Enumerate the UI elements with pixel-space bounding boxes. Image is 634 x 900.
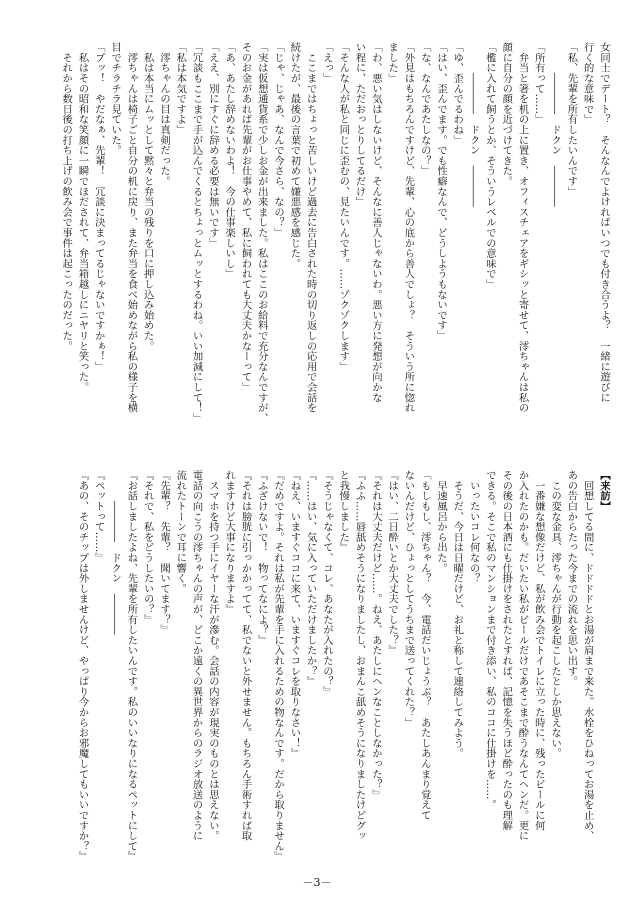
text-line: 『ふふ……唇舐めそうになりましたし、おまんこ舐めそうになりましたけどグッ xyxy=(353,470,366,841)
text-line: 澪ちゃんの目は真剣だった。 xyxy=(157,42,170,187)
text-line: 「じゃ、じゃあ、なんで今さら、なの？」 xyxy=(272,42,285,238)
text-line: ました」 xyxy=(386,42,399,84)
text-line: 女同士でデート？ そんなんでよければいつでも付き合うよ？ 一緒に遊びに xyxy=(598,42,610,403)
text-line: 早速風呂から出た。 xyxy=(435,470,448,573)
text-line: 「プッ！ やだなぁ、先輩！ 冗談に決まってるじゃないですかぁ！」 xyxy=(92,42,105,372)
text-line: 『そうじゃなくて、コレ、あなたが入れたの？』 xyxy=(320,470,333,697)
text-line: 行く的な意味で」 xyxy=(581,42,594,125)
text-line: 「な、なんであたしなの？」 xyxy=(418,42,431,176)
text-line: 澪ちゃんは椅子ごと自分の机に戻り、また弁当を食べ始めながら私の様子を横 xyxy=(125,42,138,413)
text-line: 『だめですよ。それは私が先輩を手に入れるための物なんです。だから取りません』 xyxy=(272,470,285,862)
text-line: そうだ、今日は日曜だけど、お礼と称して連絡してみよう。 xyxy=(451,470,464,759)
text-line: 『はい、二日酔いとか大丈夫でした？』 xyxy=(386,470,399,656)
section-heading: 【来訪】 xyxy=(598,470,610,512)
text-line: それから数日後の打ち上げの飲み会で事件は起こったのだった。 xyxy=(60,42,73,351)
page-number: －3－ xyxy=(302,876,332,889)
text-line: 回想してる間に、ドドドドとお湯が肩まで来た。水栓をひねってお湯を止め、 xyxy=(581,470,594,841)
text-line: ―――― ドクン ―――― xyxy=(549,42,562,207)
text-line: 『それで、私をどうしたいの？』 xyxy=(141,470,154,625)
text-line: 「外見はもちろんですけど、先輩、心の底から善人でしょ？ そういう所に惚れ xyxy=(402,42,415,413)
text-line: 『ペットって……』 xyxy=(92,470,105,563)
text-line: 弁当と箸を机の上に置き、オフィスチェアをギシッと寄せて、澪ちゃんは私の xyxy=(516,42,529,413)
text-line: 「実は仮想通貨系で少しお金が出来ました。私はここのお給料で充分なんですが、 xyxy=(255,42,268,424)
text-line: 「冗談もここまで手が込んでくるとちょっとムッとするわね。いい加減にして！」 xyxy=(190,42,203,424)
text-line: 「ええ、別にすぐに辞める必要は無いです」 xyxy=(206,42,219,248)
text-line: 「檻に入れて飼うとか、そういうレベルでの意味で」 xyxy=(483,42,496,290)
text-line: ―――― ドクン ―――― xyxy=(109,470,122,635)
text-line: 『それは膀胱に引っかかってて、私でないと外せません。もちろん手術すれば取 xyxy=(239,470,252,841)
text-line: い程に、ただおっとりしてるだけ」 xyxy=(353,42,366,207)
text-line: 私は本当にムッとして黙々と弁当の残りを口に押し込み始めた。 xyxy=(141,42,154,351)
text-line: 「ゆ、歪んでるわね」 xyxy=(451,42,464,145)
text-line: 「はい、歪んでます。でも性癖なんで、どうしようもないです」 xyxy=(435,42,448,341)
text-line: ここまではちょっと苦しいけど過去に告白された時の切り返しの応用で会話を xyxy=(304,42,317,413)
text-line: いったいコレ何なの？ xyxy=(467,470,480,584)
text-line: そのお金があれば先輩がお仕事やめて、私に飼われても大丈夫かなーって」 xyxy=(239,42,252,393)
text-line: 「あ、あたし辞めないわよ！ 今の仕事楽しいし」 xyxy=(223,42,236,279)
text-line: 電話の向こうの澪ちゃんの声が、どこか遠くの異世界からのラジオ放送のように xyxy=(190,470,203,841)
text-line: 『先輩？ 先輩？ 聞いてます？』 xyxy=(157,470,170,635)
text-line: れますけど大事になりますよ』 xyxy=(223,470,236,615)
text-line: あの告白からたった今までの流れを思い出す。 xyxy=(565,470,578,687)
text-line: 「わ、悪い気はしないけど、そんなに善人じゃないわ。悪い方に発想が向かな xyxy=(369,42,382,403)
text-line: ―――― ドクン ―――― xyxy=(467,42,480,207)
text-line: 「えっ」 xyxy=(320,42,333,84)
text-line: 目でチラチラ見ていた。 xyxy=(109,42,122,156)
text-line: か入れたのかも。だいたい私がビールだけであそこまで酔うなんてヘンだ。更に xyxy=(516,470,529,841)
text-line: ないんだけど、ひょっとしてうちまで送ってくれた？」 xyxy=(402,470,415,728)
text-line: 『お話しましたよね、先輩を所有したいんです。私のいいなりになるペットにして』 xyxy=(125,470,138,862)
text-line: スマホを持つ手にイヤーな汗が滲む。会話の内容が現実のものとは思えない。 xyxy=(206,470,219,841)
text-line: 『それは大丈夫だけど……。ねえ、あたしにヘンなことしなかった？』 xyxy=(369,470,382,800)
text-line: できる。そこで私のマンションまで付き添い、私のココに仕掛けを……。 xyxy=(483,470,496,810)
text-line: 「所有って……」 xyxy=(532,42,545,125)
text-line: 「もしもし、澪ちゃん？ 今、電話だいじょうぶ？ あたしあんまり覚えて xyxy=(418,470,431,821)
text-line: この変な金具、澪ちゃんが行動を起こしたとしか思えない。 xyxy=(549,470,562,759)
text-line: 私はその昭和な笑顔に一瞬でほだされて、弁当箱越しにニヤリと笑った。 xyxy=(76,42,89,393)
text-line: 「そんな人が私と同じに歪むの、見たいんです。……ゾクゾクします」 xyxy=(337,42,350,372)
text-line: 『……はい、気に入っていただけましたか？』 xyxy=(304,470,317,687)
text-line: 一番嫌な想像だけど、私が飲み会でトイレに立った時に、残ったビールに何 xyxy=(532,470,545,831)
text-line: 顔に自分の顔を近づけてきた。 xyxy=(500,42,513,187)
text-line: 『ふざけないで！ 物ってなによ？』 xyxy=(255,470,268,646)
text-line: 「私、先輩を所有したいんです」 xyxy=(565,42,578,197)
text-line: その後の日本酒にも仕掛けをされたとすれば、記憶を失うほど酔ったのも理解 xyxy=(500,470,513,831)
text-line: 流れたトーンで耳に響く。 xyxy=(174,470,187,594)
text-line: 続けたが、最後の言葉で初めて嫌悪感を感じた。 xyxy=(288,42,301,269)
text-line: 『ねえ、いますぐココに来て、いますぐコレを取りなさい！』 xyxy=(288,470,301,759)
lower-text-tier xyxy=(74,470,612,866)
upper-text-tier xyxy=(58,42,612,438)
text-line: 『あの、そのチップは外しませんけど、やっぱり今からお邪魔してもいいですか？』 xyxy=(76,470,89,862)
text-line: と我慢しました』 xyxy=(337,470,350,553)
text-line: 「私は本気ですよ」 xyxy=(174,42,187,135)
